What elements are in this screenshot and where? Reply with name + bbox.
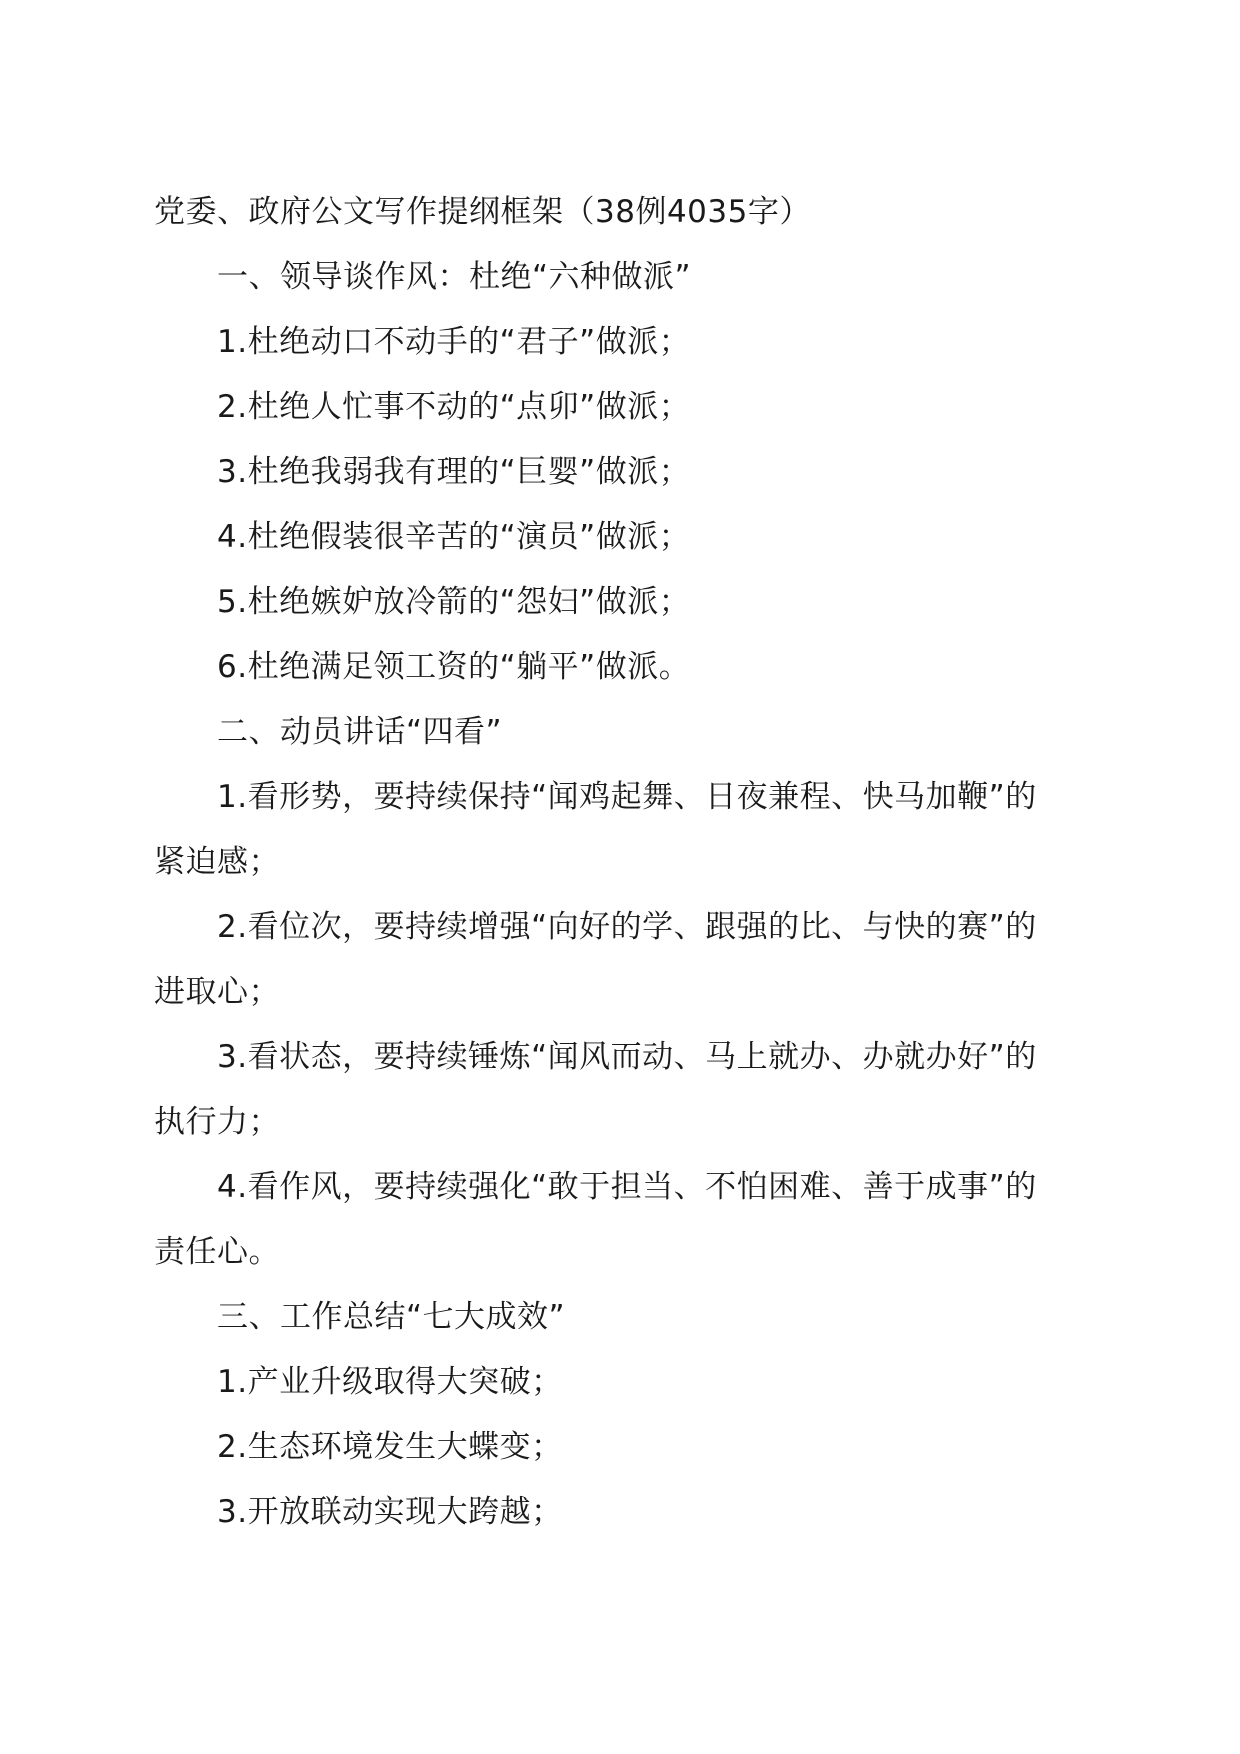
list-item: [154, 895, 1079, 1025]
list-item-continuation: 责任心。: [154, 1234, 280, 1270]
list-item-line: 2.看位次，要持续增强“向好的学、跟强的比、与快的赛”的: [217, 909, 1037, 945]
list-item: 2.杜绝人忙事不动的“点卯”做派；: [217, 389, 691, 425]
list-item: 1.杜绝动口不动手的“君子”做派；: [217, 324, 691, 360]
list-item-line: 3.看状态，要持续锤炼“闻风而动、马上就办、办就办好”的: [217, 1039, 1037, 1075]
list-item: 5.杜绝嫉妒放冷箭的“怨妇”做派；: [217, 584, 691, 620]
list-item: [154, 1025, 1079, 1155]
list-item-line: 1.看形势，要持续保持“闻鸡起舞、日夜兼程、快马加鞭”的: [217, 779, 1037, 815]
list-item-continuation: 紧迫感；: [154, 844, 280, 880]
section-heading-2: 二、动员讲话“四看”: [217, 714, 503, 750]
list-item: 2.生态环境发生大蝶变；: [217, 1429, 563, 1465]
list-item: 4.杜绝假装很辛苦的“演员”做派；: [217, 519, 691, 555]
list-item-continuation: 执行力；: [154, 1104, 280, 1140]
list-item-continuation: 进取心；: [154, 974, 280, 1010]
list-item: 6.杜绝满足领工资的“躺平”做派。: [217, 649, 691, 685]
section-heading-3: 三、工作总结“七大成效”: [217, 1299, 566, 1335]
list-item: 3.开放联动实现大跨越；: [217, 1494, 563, 1530]
list-item: [154, 1155, 1079, 1285]
section-heading-1: 一、领导谈作风：杜绝“六种做派”: [217, 259, 692, 295]
document-title: 党委、政府公文写作提纲框架（38例4035字）: [154, 194, 811, 230]
document-body: [154, 180, 1079, 1545]
list-item: 3.杜绝我弱我有理的“巨婴”做派；: [217, 454, 691, 490]
list-item: [154, 765, 1079, 895]
list-item: 1.产业升级取得大突破；: [217, 1364, 563, 1400]
list-item-line: 4.看作风，要持续强化“敢于担当、不怕困难、善于成事”的: [217, 1169, 1037, 1205]
